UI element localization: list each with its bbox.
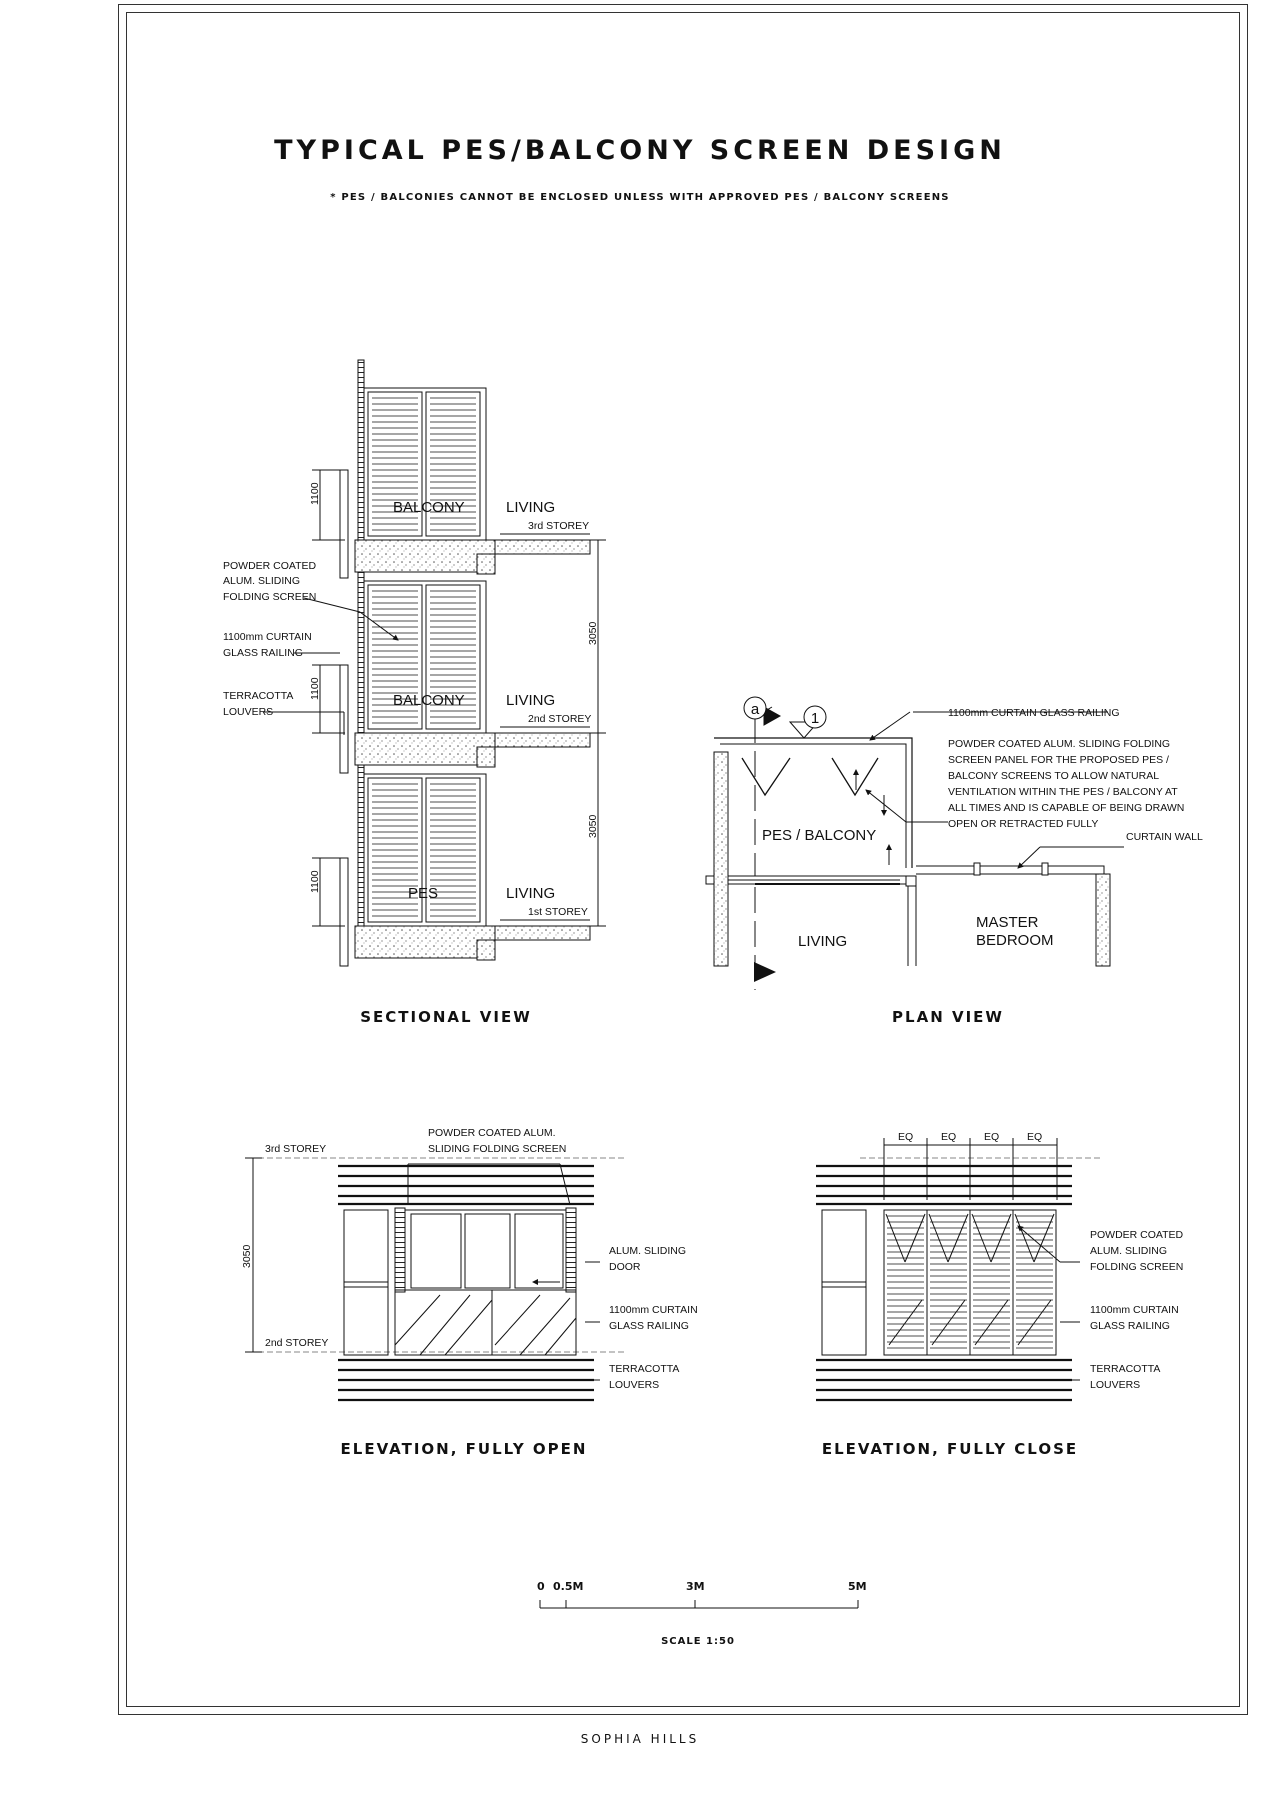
scale-tick-0: 0 [537, 1580, 545, 1593]
eo-screen-note-l1: POWDER COATED ALUM. [428, 1127, 556, 1139]
room-living-1st: LIVING [506, 885, 556, 902]
footer-project-name: SOPHIA HILLS [580, 1732, 700, 1746]
plan-railing-note: 1100mm CURTAIN GLASS RAILING [948, 707, 1120, 719]
glass-hatch [889, 1300, 922, 1345]
eo-railing-note-l2: GLASS RAILING [609, 1320, 689, 1332]
eo-dim-3050: 3050 [241, 1244, 253, 1268]
room-balcony-3rd: BALCONY [393, 499, 465, 516]
glass-hatch [1018, 1300, 1051, 1345]
plan-screen-note-l3: BALCONY SCREENS TO ALLOW NATURAL [948, 770, 1160, 782]
note-screen-l1: POWDER COATED [223, 560, 317, 572]
note-louvers-l1: TERRACOTTA [223, 690, 294, 702]
plan-master-l1: MASTER [976, 914, 1039, 931]
ec-eq-3: EQ [984, 1131, 1000, 1143]
note-railing-l2: GLASS RAILING [223, 647, 303, 659]
fold-line [886, 1214, 905, 1262]
storey-2nd: 2nd STOREY [528, 713, 592, 725]
ec-louvers-note-l1: TERRACOTTA [1090, 1363, 1161, 1375]
caption-plan: PLAN VIEW [892, 1008, 1004, 1026]
ec-eq-2: EQ [941, 1131, 957, 1143]
storey-3rd: 3rd STOREY [528, 520, 590, 532]
ec-louvers-note-l2: LOUVERS [1090, 1379, 1141, 1391]
fold-line [972, 1214, 991, 1262]
plan-screen-note-l4: VENTILATION WITHIN THE PES / BALCONY AT [948, 786, 1178, 798]
note-screen-l3: FOLDING SCREEN [223, 591, 317, 603]
note-screen-l2: ALUM. SLIDING [223, 575, 301, 587]
note-railing-l1: 1100mm CURTAIN [223, 631, 312, 643]
room-balcony-2nd: BALCONY [393, 692, 465, 709]
ec-screen-note-l3: FOLDING SCREEN [1090, 1261, 1184, 1273]
fold-line [929, 1214, 948, 1262]
plan-pes-balcony: PES / BALCONY [762, 827, 877, 844]
section-tag-a: a [750, 701, 760, 718]
caption-sectional: SECTIONAL VIEW [360, 1008, 532, 1026]
plan-screen-note-l6: OPEN OR RETRACTED FULLY [948, 818, 1099, 830]
scale-tick-3: 3M [686, 1580, 705, 1593]
plan-living: LIVING [798, 933, 848, 950]
note-louvers-l2: LOUVERS [223, 706, 274, 718]
eo-louvers-note-l2: LOUVERS [609, 1379, 660, 1391]
scale-tick-05: 0.5M [553, 1580, 584, 1593]
closed-screen-panel [1013, 1210, 1056, 1355]
closed-screen-panel [970, 1210, 1013, 1355]
eo-storey-2nd: 2nd STOREY [265, 1337, 329, 1349]
dim-1100-mid: 1100 [309, 677, 321, 700]
dim-3050-upper: 3050 [587, 621, 599, 645]
ec-screen-note-l2: ALUM. SLIDING [1090, 1245, 1168, 1257]
eo-screen-note-l2: SLIDING FOLDING SCREEN [428, 1143, 567, 1155]
scale-tick-5: 5M [848, 1580, 867, 1593]
sheet-subtitle: * PES / BALCONIES CANNOT BE ENCLOSED UNLESS WITH APPROVED PES / BALCONY SCREENS [330, 192, 950, 203]
fold-line [991, 1214, 1011, 1262]
plan-screen-note-l5: ALL TIMES AND IS CAPABLE OF BEING DRAWN [948, 802, 1185, 814]
fold-line [905, 1214, 925, 1262]
plan-screen-note-l2: SCREEN PANEL FOR THE PROPOSED PES / [948, 754, 1169, 766]
closed-screen-panel [884, 1210, 927, 1355]
storey-1st: 1st STOREY [528, 906, 588, 918]
dim-1100-top: 1100 [309, 482, 321, 505]
plan-curtain-wall: CURTAIN WALL [1126, 831, 1203, 843]
glass-hatch [420, 1295, 470, 1355]
ec-railing-note-l2: GLASS RAILING [1090, 1320, 1170, 1332]
dim-3050-lower: 3050 [587, 814, 599, 838]
ec-eq-4: EQ [1027, 1131, 1043, 1143]
eo-railing-note-l1: 1100mm CURTAIN [609, 1304, 698, 1316]
eo-storey-3rd: 3rd STOREY [265, 1143, 327, 1155]
room-living-2nd: LIVING [506, 692, 556, 709]
scale-bar [540, 1600, 858, 1608]
section-tag-1: 1 [810, 710, 820, 727]
elevation-close-labels [898, 1131, 1184, 1391]
plan-master-l2: BEDROOM [976, 932, 1054, 949]
fold-line [948, 1214, 968, 1262]
glass-hatch [545, 1318, 576, 1355]
eo-door-note-l1: ALUM. SLIDING [609, 1245, 687, 1257]
glass-hatch [932, 1300, 965, 1345]
dim-1100-bot: 1100 [309, 870, 321, 893]
scale-labels [537, 1580, 867, 1647]
ec-eq-1: EQ [898, 1131, 914, 1143]
elevation-open [245, 1158, 625, 1400]
ec-railing-note-l1: 1100mm CURTAIN [1090, 1304, 1179, 1316]
closed-screen-panel [927, 1210, 970, 1355]
glass-hatch [520, 1298, 570, 1355]
elevation-close [816, 1138, 1100, 1400]
eo-louvers-note-l1: TERRACOTTA [609, 1363, 680, 1375]
sheet-title: TYPICAL PES/BALCONY SCREEN DESIGN [274, 135, 1006, 166]
glass-hatch [445, 1300, 492, 1355]
caption-elevation-close: ELEVATION, FULLY CLOSE [821, 1440, 1079, 1458]
fold-line [1015, 1214, 1034, 1262]
glass-hatch [495, 1295, 540, 1345]
room-pes-1st: PES [408, 885, 439, 902]
glass-hatch [975, 1300, 1008, 1345]
eo-door-note-l2: DOOR [609, 1261, 641, 1273]
plan-screen-note-l1: POWDER COATED ALUM. SLIDING FOLDING [948, 738, 1171, 750]
caption-elevation-open: ELEVATION, FULLY OPEN [340, 1440, 588, 1458]
ec-screen-note-l1: POWDER COATED [1090, 1229, 1184, 1241]
room-living-3rd: LIVING [506, 499, 556, 516]
glass-hatch [395, 1295, 440, 1345]
scale-label: SCALE 1:50 [661, 1636, 735, 1647]
